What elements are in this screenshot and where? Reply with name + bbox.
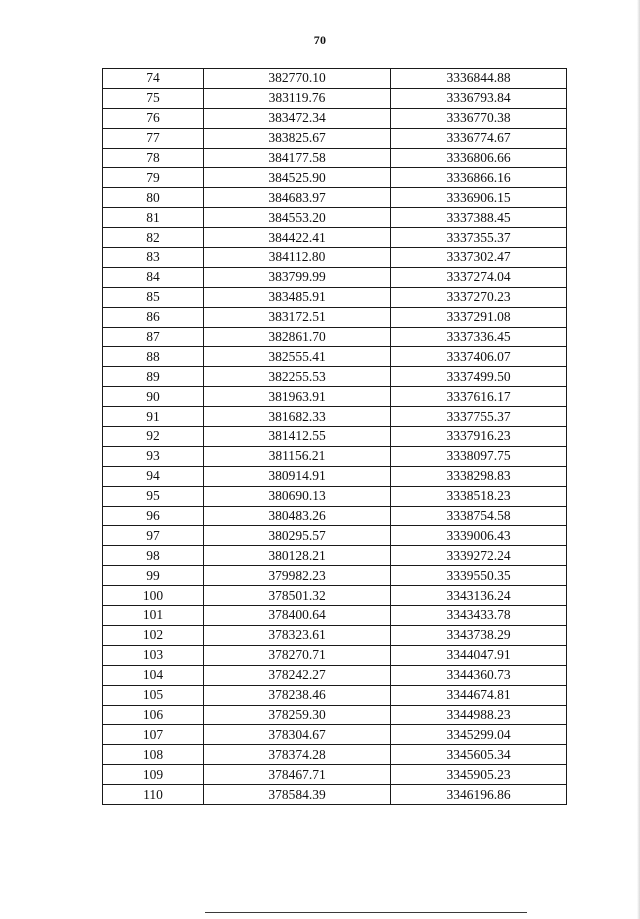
- coordinate-table: [102, 68, 567, 805]
- y-coordinate-cell: 3336770.38: [391, 108, 567, 128]
- table-row: [103, 466, 567, 486]
- y-coordinate-cell: 3338298.83: [391, 466, 567, 486]
- point-number-cell: 100: [103, 586, 204, 606]
- x-coordinate-cell: 381412.55: [204, 427, 391, 447]
- x-coordinate-cell: 378242.27: [204, 665, 391, 685]
- point-number-cell: 99: [103, 566, 204, 586]
- x-coordinate-cell: 382255.53: [204, 367, 391, 387]
- x-coordinate-cell: 384525.90: [204, 168, 391, 188]
- y-coordinate-cell: 3345605.34: [391, 745, 567, 765]
- table-row: [103, 625, 567, 645]
- table-row: [103, 785, 567, 805]
- table-row: [103, 407, 567, 427]
- x-coordinate-cell: 384177.58: [204, 148, 391, 168]
- table-row: [103, 188, 567, 208]
- table-row: [103, 69, 567, 89]
- y-coordinate-cell: 3339006.43: [391, 526, 567, 546]
- y-coordinate-cell: 3344988.23: [391, 705, 567, 725]
- table-row: [103, 228, 567, 248]
- y-coordinate-cell: 3339550.35: [391, 566, 567, 586]
- x-coordinate-cell: 382770.10: [204, 69, 391, 89]
- y-coordinate-cell: 3337355.37: [391, 228, 567, 248]
- x-coordinate-cell: 384683.97: [204, 188, 391, 208]
- x-coordinate-cell: 378270.71: [204, 645, 391, 665]
- table-row: [103, 108, 567, 128]
- x-coordinate-cell: 383485.91: [204, 287, 391, 307]
- point-number-cell: 89: [103, 367, 204, 387]
- y-coordinate-cell: 3337274.04: [391, 267, 567, 287]
- point-number-cell: 101: [103, 606, 204, 626]
- table-row: [103, 267, 567, 287]
- x-coordinate-cell: 378304.67: [204, 725, 391, 745]
- table-row: [103, 745, 567, 765]
- bottom-divider: [205, 912, 527, 913]
- point-number-cell: 76: [103, 108, 204, 128]
- point-number-cell: 109: [103, 765, 204, 785]
- table-row: [103, 486, 567, 506]
- point-number-cell: 102: [103, 625, 204, 645]
- point-number-cell: 87: [103, 327, 204, 347]
- point-number-cell: 96: [103, 506, 204, 526]
- y-coordinate-cell: 3337499.50: [391, 367, 567, 387]
- point-number-cell: 97: [103, 526, 204, 546]
- y-coordinate-cell: 3343738.29: [391, 625, 567, 645]
- x-coordinate-cell: 381156.21: [204, 446, 391, 466]
- y-coordinate-cell: 3344360.73: [391, 665, 567, 685]
- point-number-cell: 77: [103, 128, 204, 148]
- y-coordinate-cell: 3343136.24: [391, 586, 567, 606]
- point-number-cell: 85: [103, 287, 204, 307]
- x-coordinate-cell: 380690.13: [204, 486, 391, 506]
- y-coordinate-cell: 3337270.23: [391, 287, 567, 307]
- point-number-cell: 104: [103, 665, 204, 685]
- y-coordinate-cell: 3338097.75: [391, 446, 567, 466]
- point-number-cell: 91: [103, 407, 204, 427]
- y-coordinate-cell: 3337336.45: [391, 327, 567, 347]
- table-row: [103, 427, 567, 447]
- x-coordinate-cell: 380295.57: [204, 526, 391, 546]
- x-coordinate-cell: 381682.33: [204, 407, 391, 427]
- x-coordinate-cell: 378374.28: [204, 745, 391, 765]
- table-row: [103, 725, 567, 745]
- y-coordinate-cell: 3344674.81: [391, 685, 567, 705]
- point-number-cell: 108: [103, 745, 204, 765]
- table-row: [103, 168, 567, 188]
- point-number-cell: 80: [103, 188, 204, 208]
- y-coordinate-cell: 3336774.67: [391, 128, 567, 148]
- point-number-cell: 79: [103, 168, 204, 188]
- table-row: [103, 506, 567, 526]
- table-row: [103, 685, 567, 705]
- y-coordinate-cell: 3346196.86: [391, 785, 567, 805]
- x-coordinate-cell: 383472.34: [204, 108, 391, 128]
- table-row: [103, 148, 567, 168]
- table-row: [103, 367, 567, 387]
- point-number-cell: 105: [103, 685, 204, 705]
- table-row: [103, 546, 567, 566]
- y-coordinate-cell: 3337388.45: [391, 208, 567, 228]
- table-row: [103, 526, 567, 546]
- table-row: [103, 765, 567, 785]
- point-number-cell: 95: [103, 486, 204, 506]
- x-coordinate-cell: 378400.64: [204, 606, 391, 626]
- table-row: [103, 88, 567, 108]
- point-number-cell: 92: [103, 427, 204, 447]
- point-number-cell: 74: [103, 69, 204, 89]
- x-coordinate-cell: 378259.30: [204, 705, 391, 725]
- table-row: [103, 347, 567, 367]
- y-coordinate-cell: 3338754.58: [391, 506, 567, 526]
- y-coordinate-cell: 3336806.66: [391, 148, 567, 168]
- point-number-cell: 82: [103, 228, 204, 248]
- table-row: [103, 128, 567, 148]
- x-coordinate-cell: 384112.80: [204, 248, 391, 268]
- point-number-cell: 84: [103, 267, 204, 287]
- point-number-cell: 78: [103, 148, 204, 168]
- point-number-cell: 83: [103, 248, 204, 268]
- table-row: [103, 606, 567, 626]
- table-row: [103, 208, 567, 228]
- y-coordinate-cell: 3337755.37: [391, 407, 567, 427]
- y-coordinate-cell: 3337302.47: [391, 248, 567, 268]
- x-coordinate-cell: 378501.32: [204, 586, 391, 606]
- x-coordinate-cell: 380128.21: [204, 546, 391, 566]
- y-coordinate-cell: 3344047.91: [391, 645, 567, 665]
- x-coordinate-cell: 383825.67: [204, 128, 391, 148]
- x-coordinate-cell: 378467.71: [204, 765, 391, 785]
- table-row: [103, 327, 567, 347]
- x-coordinate-cell: 382861.70: [204, 327, 391, 347]
- x-coordinate-cell: 383799.99: [204, 267, 391, 287]
- point-number-cell: 75: [103, 88, 204, 108]
- table-row: [103, 248, 567, 268]
- table-row: [103, 705, 567, 725]
- x-coordinate-cell: 381963.91: [204, 387, 391, 407]
- table-row: [103, 446, 567, 466]
- point-number-cell: 107: [103, 725, 204, 745]
- point-number-cell: 103: [103, 645, 204, 665]
- x-coordinate-cell: 383172.51: [204, 307, 391, 327]
- y-coordinate-cell: 3337916.23: [391, 427, 567, 447]
- y-coordinate-cell: 3343433.78: [391, 606, 567, 626]
- x-coordinate-cell: 378238.46: [204, 685, 391, 705]
- y-coordinate-cell: 3339272.24: [391, 546, 567, 566]
- table-row: [103, 665, 567, 685]
- y-coordinate-cell: 3336844.88: [391, 69, 567, 89]
- point-number-cell: 86: [103, 307, 204, 327]
- point-number-cell: 106: [103, 705, 204, 725]
- point-number-cell: 98: [103, 546, 204, 566]
- table-row: [103, 287, 567, 307]
- table-row: [103, 586, 567, 606]
- y-coordinate-cell: 3336866.16: [391, 168, 567, 188]
- table-row: [103, 566, 567, 586]
- point-number-cell: 88: [103, 347, 204, 367]
- y-coordinate-cell: 3345299.04: [391, 725, 567, 745]
- point-number-cell: 110: [103, 785, 204, 805]
- y-coordinate-cell: 3336793.84: [391, 88, 567, 108]
- point-number-cell: 93: [103, 446, 204, 466]
- x-coordinate-cell: 380483.26: [204, 506, 391, 526]
- point-number-cell: 81: [103, 208, 204, 228]
- y-coordinate-cell: 3336906.15: [391, 188, 567, 208]
- x-coordinate-cell: 382555.41: [204, 347, 391, 367]
- x-coordinate-cell: 379982.23: [204, 566, 391, 586]
- x-coordinate-cell: 383119.76: [204, 88, 391, 108]
- table-row: [103, 645, 567, 665]
- y-coordinate-cell: 3337406.07: [391, 347, 567, 367]
- y-coordinate-cell: 3345905.23: [391, 765, 567, 785]
- x-coordinate-cell: 380914.91: [204, 466, 391, 486]
- table-row: [103, 307, 567, 327]
- table-row: [103, 387, 567, 407]
- page-number: 70: [313, 33, 327, 47]
- x-coordinate-cell: 384553.20: [204, 208, 391, 228]
- y-coordinate-cell: 3337616.17: [391, 387, 567, 407]
- x-coordinate-cell: 384422.41: [204, 228, 391, 248]
- x-coordinate-cell: 378584.39: [204, 785, 391, 805]
- y-coordinate-cell: 3338518.23: [391, 486, 567, 506]
- coordinate-table-body: [103, 69, 567, 805]
- x-coordinate-cell: 378323.61: [204, 625, 391, 645]
- point-number-cell: 94: [103, 466, 204, 486]
- point-number-cell: 90: [103, 387, 204, 407]
- y-coordinate-cell: 3337291.08: [391, 307, 567, 327]
